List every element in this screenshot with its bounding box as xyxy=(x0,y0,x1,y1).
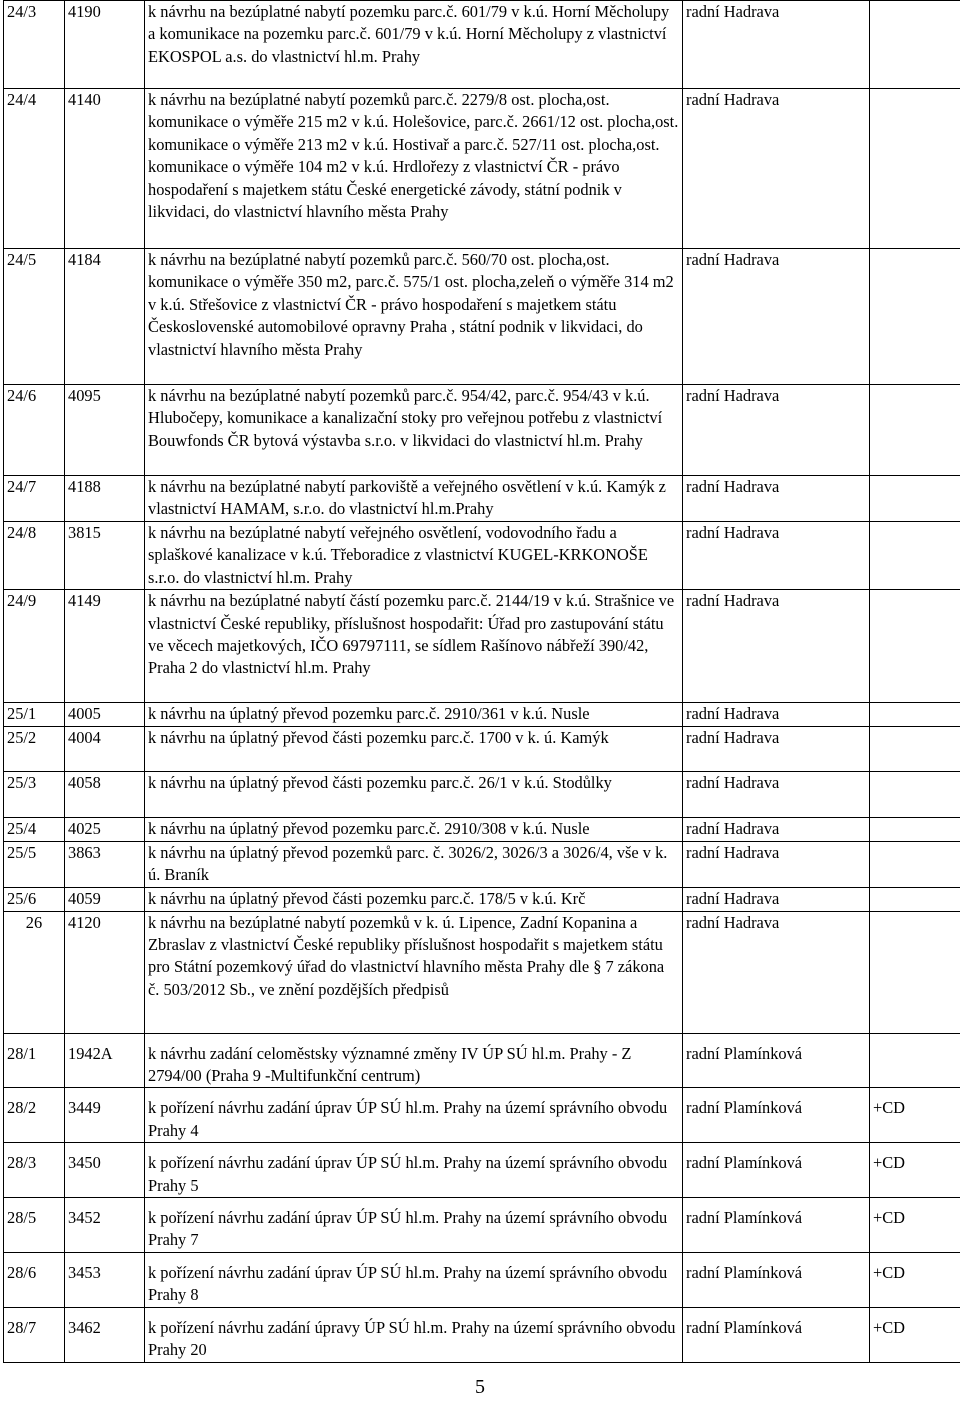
agenda-table xyxy=(3,0,960,1363)
note-cell xyxy=(870,1,960,89)
item-number-cell: 25/3 xyxy=(4,772,65,818)
note-cell xyxy=(870,590,960,703)
item-number-cell: 24/7 xyxy=(4,476,65,522)
item-number-cell: 25/5 xyxy=(4,841,65,887)
table-row xyxy=(4,249,960,385)
note-cell: +CD xyxy=(870,1143,960,1198)
item-number-cell: 28/2 xyxy=(4,1088,65,1143)
item-number-cell: 25/2 xyxy=(4,727,65,772)
table-row xyxy=(4,1088,960,1143)
presenter-cell: radní Hadrava xyxy=(683,1,870,89)
item-number-cell: 28/1 xyxy=(4,1033,65,1088)
subject-cell: k pořízení návrhu zadání úprav ÚP SÚ hl.m. Prahy na území správního obvodu Prahy 7 xyxy=(145,1198,683,1253)
print-number-cell: 4140 xyxy=(65,89,145,249)
item-number-cell: 26 xyxy=(4,911,65,1033)
note-cell xyxy=(870,89,960,249)
presenter-cell: radní Hadrava xyxy=(683,841,870,887)
print-number-cell: 4095 xyxy=(65,385,145,476)
subject-cell: k návrhu na úplatný převod části pozemku parc.č. 26/1 v k.ú. Stodůlky xyxy=(145,772,683,818)
print-number-cell: 1942A xyxy=(65,1033,145,1088)
subject-cell: k návrhu na bezúplatné nabytí pozemků v k. ú. Lipence, Zadní Kopanina a Zbraslav z vlastnictví České republiky příslušnost hospodařit s majetkem státu pro Státní pozemkový úřad do vlastnictví hlavního města Prahy dle § 7 zákona č. 503/2012 Sb., ve znění pozdějších předpisů xyxy=(145,911,683,1033)
note-cell xyxy=(870,1033,960,1088)
subject-cell: k pořízení návrhu zadání úprav ÚP SÚ hl.m. Prahy na území správního obvodu Prahy 4 xyxy=(145,1088,683,1143)
item-number-cell: 25/1 xyxy=(4,703,65,727)
note-cell xyxy=(870,727,960,772)
subject-cell: k návrhu zadání celoměstsky významné změny IV ÚP SÚ hl.m. Prahy - Z 2794/00 (Praha 9 -Multifunkční centrum) xyxy=(145,1033,683,1088)
presenter-cell: radní Hadrava xyxy=(683,887,870,911)
table-row xyxy=(4,590,960,703)
print-number-cell: 4190 xyxy=(65,1,145,89)
subject-cell: k návrhu na bezúplatné nabytí veřejného osvětlení, vodovodního řadu a splaškové kanalizace v k.ú. Třeboradice z vlastnictví KUGEL-KRKONOŠE s.r.o. do vlastnictví hl.m. Prahy xyxy=(145,522,683,590)
table-row xyxy=(4,841,960,887)
item-number-cell: 24/4 xyxy=(4,89,65,249)
presenter-cell: radní Plamínková xyxy=(683,1252,870,1307)
subject-cell: k návrhu na bezúplatné nabytí částí pozemku parc.č. 2144/19 v k.ú. Strašnice ve vlastnictví České republiky, příslušnost hospodařit: Úřad pro zastupování státu ve věcech majetkových, IČO 69797111, se sídlem Rašínovo nábřeží 390/42, Praha 2 do vlastnictví hl.m. Prahy xyxy=(145,590,683,703)
print-number-cell: 4059 xyxy=(65,887,145,911)
print-number-cell: 3453 xyxy=(65,1252,145,1307)
print-number-cell: 4058 xyxy=(65,772,145,818)
subject-cell: k pořízení návrhu zadání úprav ÚP SÚ hl.m. Prahy na území správního obvodu Prahy 5 xyxy=(145,1143,683,1198)
subject-cell: k pořízení návrhu zadání úpravy ÚP SÚ hl.m. Prahy na území správního obvodu Prahy 20 xyxy=(145,1307,683,1362)
table-row xyxy=(4,1143,960,1198)
table-row xyxy=(4,818,960,841)
item-number-cell: 28/7 xyxy=(4,1307,65,1362)
print-number-cell: 3449 xyxy=(65,1088,145,1143)
table-row xyxy=(4,1,960,89)
note-cell xyxy=(870,772,960,818)
table-row xyxy=(4,1307,960,1362)
item-number-cell: 25/4 xyxy=(4,818,65,841)
subject-cell: k návrhu na bezúplatné nabytí pozemků parc.č. 2279/8 ost. plocha,ost. komunikace o výměře 215 m2 v k.ú. Holešovice, parc.č. 2661/12 ost. plocha,ost. komunikace o výměře 213 m2 v k.ú. Hostivař a parc.č. 527/11 ost. plocha,ost. komunikace o výměře 104 m2 v k.ú. Hrdlořezy z vlastnictví ČR - právo hospodaření s majetkem státu České energetické závody, státní podnik v likvidaci, do vlastnictví hlavního města Prahy xyxy=(145,89,683,249)
print-number-cell: 4005 xyxy=(65,703,145,727)
table-row xyxy=(4,522,960,590)
print-number-cell: 4149 xyxy=(65,590,145,703)
note-cell xyxy=(870,887,960,911)
item-number-cell: 25/6 xyxy=(4,887,65,911)
subject-cell: k návrhu na úplatný převod pozemků parc. č. 3026/2, 3026/3 a 3026/4, vše v k. ú. Braník xyxy=(145,841,683,887)
note-cell: +CD xyxy=(870,1088,960,1143)
presenter-cell: radní Hadrava xyxy=(683,911,870,1033)
note-cell: +CD xyxy=(870,1252,960,1307)
subject-cell: k návrhu na úplatný převod pozemku parc.č. 2910/361 v k.ú. Nusle xyxy=(145,703,683,727)
table-row xyxy=(4,911,960,1033)
item-number-cell: 28/5 xyxy=(4,1198,65,1253)
item-number-cell: 28/3 xyxy=(4,1143,65,1198)
table-row xyxy=(4,887,960,911)
presenter-cell: radní Hadrava xyxy=(683,772,870,818)
subject-cell: k návrhu na bezúplatné nabytí parkoviště a veřejného osvětlení v k.ú. Kamýk z vlastnictví HAMAM, s.r.o. do vlastnictví hl.m.Prahy xyxy=(145,476,683,522)
presenter-cell: radní Hadrava xyxy=(683,522,870,590)
page-number: 5 xyxy=(475,1376,485,1398)
presenter-cell: radní Hadrava xyxy=(683,476,870,522)
note-cell xyxy=(870,841,960,887)
subject-cell: k návrhu na bezúplatné nabytí pozemku parc.č. 601/79 v k.ú. Horní Měcholupy a komunikace na pozemku parc.č. 601/79 v k.ú. Horní Měcholupy z vlastnictví EKOSPOL a.s. do vlastnictví hl.m. Prahy xyxy=(145,1,683,89)
subject-cell: k návrhu na úplatný převod části pozemku parc.č. 1700 v k. ú. Kamýk xyxy=(145,727,683,772)
table-row xyxy=(4,772,960,818)
print-number-cell: 4188 xyxy=(65,476,145,522)
presenter-cell: radní Hadrava xyxy=(683,385,870,476)
note-cell xyxy=(870,522,960,590)
presenter-cell: radní Hadrava xyxy=(683,818,870,841)
presenter-cell: radní Hadrava xyxy=(683,590,870,703)
subject-cell: k návrhu na bezúplatné nabytí pozemků parc.č. 954/42, parc.č. 954/43 v k.ú. Hlubočepy, komunikace a kanalizační stoky pro veřejnou potřebu z vlastnictví Bouwfonds ČR bytová výstavba s.r.o. v likvidaci do vlastnictví hl.m. Prahy xyxy=(145,385,683,476)
print-number-cell: 4120 xyxy=(65,911,145,1033)
subject-cell: k návrhu na úplatný převod části pozemku parc.č. 178/5 v k.ú. Krč xyxy=(145,887,683,911)
print-number-cell: 3462 xyxy=(65,1307,145,1362)
print-number-cell: 3815 xyxy=(65,522,145,590)
print-number-cell: 4184 xyxy=(65,249,145,385)
item-number-cell: 24/3 xyxy=(4,1,65,89)
subject-cell: k návrhu na bezúplatné nabytí pozemků parc.č. 560/70 ost. plocha,ost. komunikace o výměře 350 m2, parc.č. 575/1 ost. plocha,zeleň o výměře 314 m2 v k.ú. Střešovice z vlastnictví ČR - právo hospodaření s majetkem státu Československé automobilové opravny Praha , státní podnik v likvidaci, do vlastnictví hlavního města Prahy xyxy=(145,249,683,385)
note-cell xyxy=(870,476,960,522)
print-number-cell: 3452 xyxy=(65,1198,145,1253)
table-row xyxy=(4,385,960,476)
presenter-cell: radní Plamínková xyxy=(683,1143,870,1198)
item-number-cell: 24/9 xyxy=(4,590,65,703)
subject-cell: k návrhu na úplatný převod pozemku parc.č. 2910/308 v k.ú. Nusle xyxy=(145,818,683,841)
presenter-cell: radní Plamínková xyxy=(683,1033,870,1088)
presenter-cell: radní Hadrava xyxy=(683,727,870,772)
presenter-cell: radní Plamínková xyxy=(683,1088,870,1143)
table-row xyxy=(4,1033,960,1088)
item-number-cell: 24/8 xyxy=(4,522,65,590)
note-cell xyxy=(870,911,960,1033)
print-number-cell: 3450 xyxy=(65,1143,145,1198)
note-cell: +CD xyxy=(870,1198,960,1253)
table-row xyxy=(4,476,960,522)
note-cell: +CD xyxy=(870,1307,960,1362)
presenter-cell: radní Plamínková xyxy=(683,1307,870,1362)
note-cell xyxy=(870,818,960,841)
presenter-cell: radní Hadrava xyxy=(683,703,870,727)
print-number-cell: 3863 xyxy=(65,841,145,887)
presenter-cell: radní Plamínková xyxy=(683,1198,870,1253)
presenter-cell: radní Hadrava xyxy=(683,89,870,249)
table-row xyxy=(4,703,960,727)
table-row xyxy=(4,727,960,772)
note-cell xyxy=(870,703,960,727)
item-number-cell: 24/5 xyxy=(4,249,65,385)
subject-cell: k pořízení návrhu zadání úprav ÚP SÚ hl.m. Prahy na území správního obvodu Prahy 8 xyxy=(145,1252,683,1307)
print-number-cell: 4025 xyxy=(65,818,145,841)
table-row xyxy=(4,89,960,249)
note-cell xyxy=(870,249,960,385)
note-cell xyxy=(870,385,960,476)
print-number-cell: 4004 xyxy=(65,727,145,772)
item-number-cell: 24/6 xyxy=(4,385,65,476)
table-row xyxy=(4,1198,960,1253)
presenter-cell: radní Hadrava xyxy=(683,249,870,385)
table-row xyxy=(4,1252,960,1307)
item-number-cell: 28/6 xyxy=(4,1252,65,1307)
